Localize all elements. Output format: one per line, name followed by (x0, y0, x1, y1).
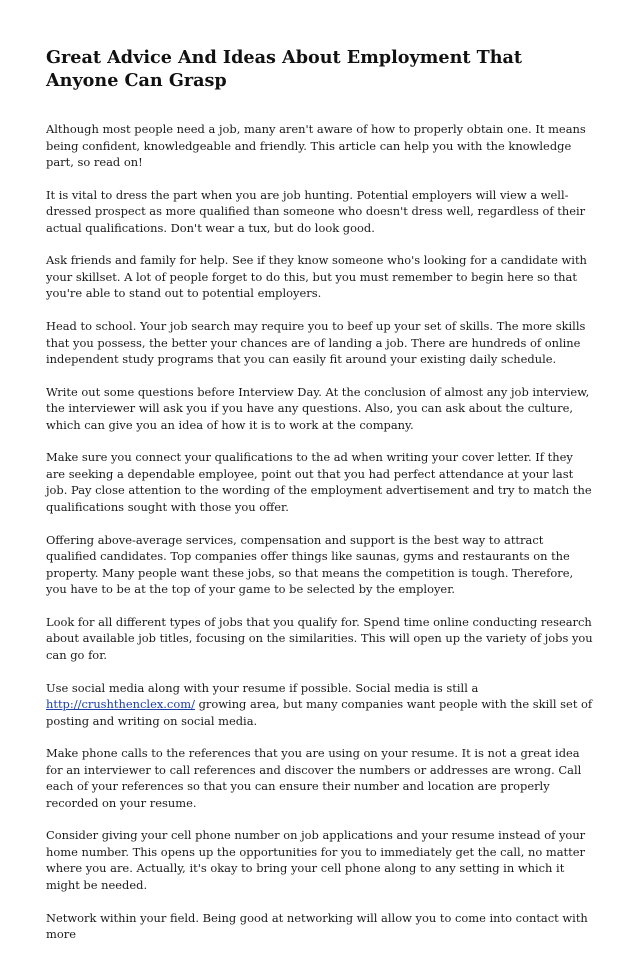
paragraph: It is vital to dress the part when you are job hunting. Potential employers will view a well-dressed prospect as more qualified than someone who doesn't dress well, regardless of their actual qualifications. Don't wear a tux, but do look good. (46, 187, 586, 235)
page-title: Great Advice And Ideas About Employment That Anyone Can Grasp (46, 47, 523, 91)
paragraph: Consider giving your cell phone number on job applications and your resume instead of your home number. This opens up the opportunities for you to immediately get the call, no matter where you are. Actually, it's okay to bring your cell phone along to any setting in which it might be needed. (46, 828, 586, 892)
paragraph-text-after-link: growing area, but many companies want people with the skill set of posting and writing on social media. (46, 697, 593, 728)
paragraph: Network within your field. Being good at networking will allow you to come into contact with more (46, 910, 588, 942)
paragraph-with-link (46, 680, 594, 730)
paragraph: Offering above-average services, compensation and support is the best way to attract qualified candidates. Top companies offer things like saunas, gyms and restaurants on the property. Many people want these jobs, so that means the competition is tough. Therefore, you have to be at the top of your game to be selected by the employer. (46, 532, 574, 597)
paragraph-text-before-link: Use social media along with your resume if possible. Social media is still a (46, 680, 479, 695)
paragraph: Make sure you connect your qualifications to the ad when writing your cover letter. If they are seeking a dependable employee, point out that you had perfect attendance at your last job. Pay close attention to the wording of the employment advertisement and try to match the qualifications sought with those you offer. (46, 450, 592, 514)
document-page (46, 46, 594, 959)
paragraph: Although most people need a job, many aren't aware of how to properly obtain one. It means being confident, knowledgeable and friendly. This article can help you with the knowledge part, so read on! (46, 122, 586, 169)
paragraph: Head to school. Your job search may require you to beef up your set of skills. The more skills that you possess, the better your chances are of landing a job. There are hundreds of online independent study programs that you can easily fit around your existing daily schedule. (46, 319, 586, 367)
paragraph: Ask friends and family for help. See if they know someone who's looking for a candidate with your skillset. A lot of people forget to do this, but you must remember to begin here so that you're able to stand out to potential employers. (46, 253, 587, 301)
crushthenclex-link[interactable]: http://crushthenclex.com/ (46, 697, 195, 711)
paragraph: Make phone calls to the references that you are using on your resume. It is not a great idea for an interviewer to call references and discover the numbers or addresses are wrong. Call each of your references so that you can ensure their number and location are properly recorded on your resume. (46, 746, 582, 810)
paragraph: Write out some questions before Interview Day. At the conclusion of almost any job interview, the interviewer will ask you if you have any questions. Also, you can ask about the culture, which can give you an idea of how it is to work at the company. (46, 384, 590, 432)
paragraph: Look for all different types of jobs that you qualify for. Spend time online conducting research about available job titles, focusing on the similarities. This will open up the variety of jobs you can go for. (46, 614, 593, 662)
